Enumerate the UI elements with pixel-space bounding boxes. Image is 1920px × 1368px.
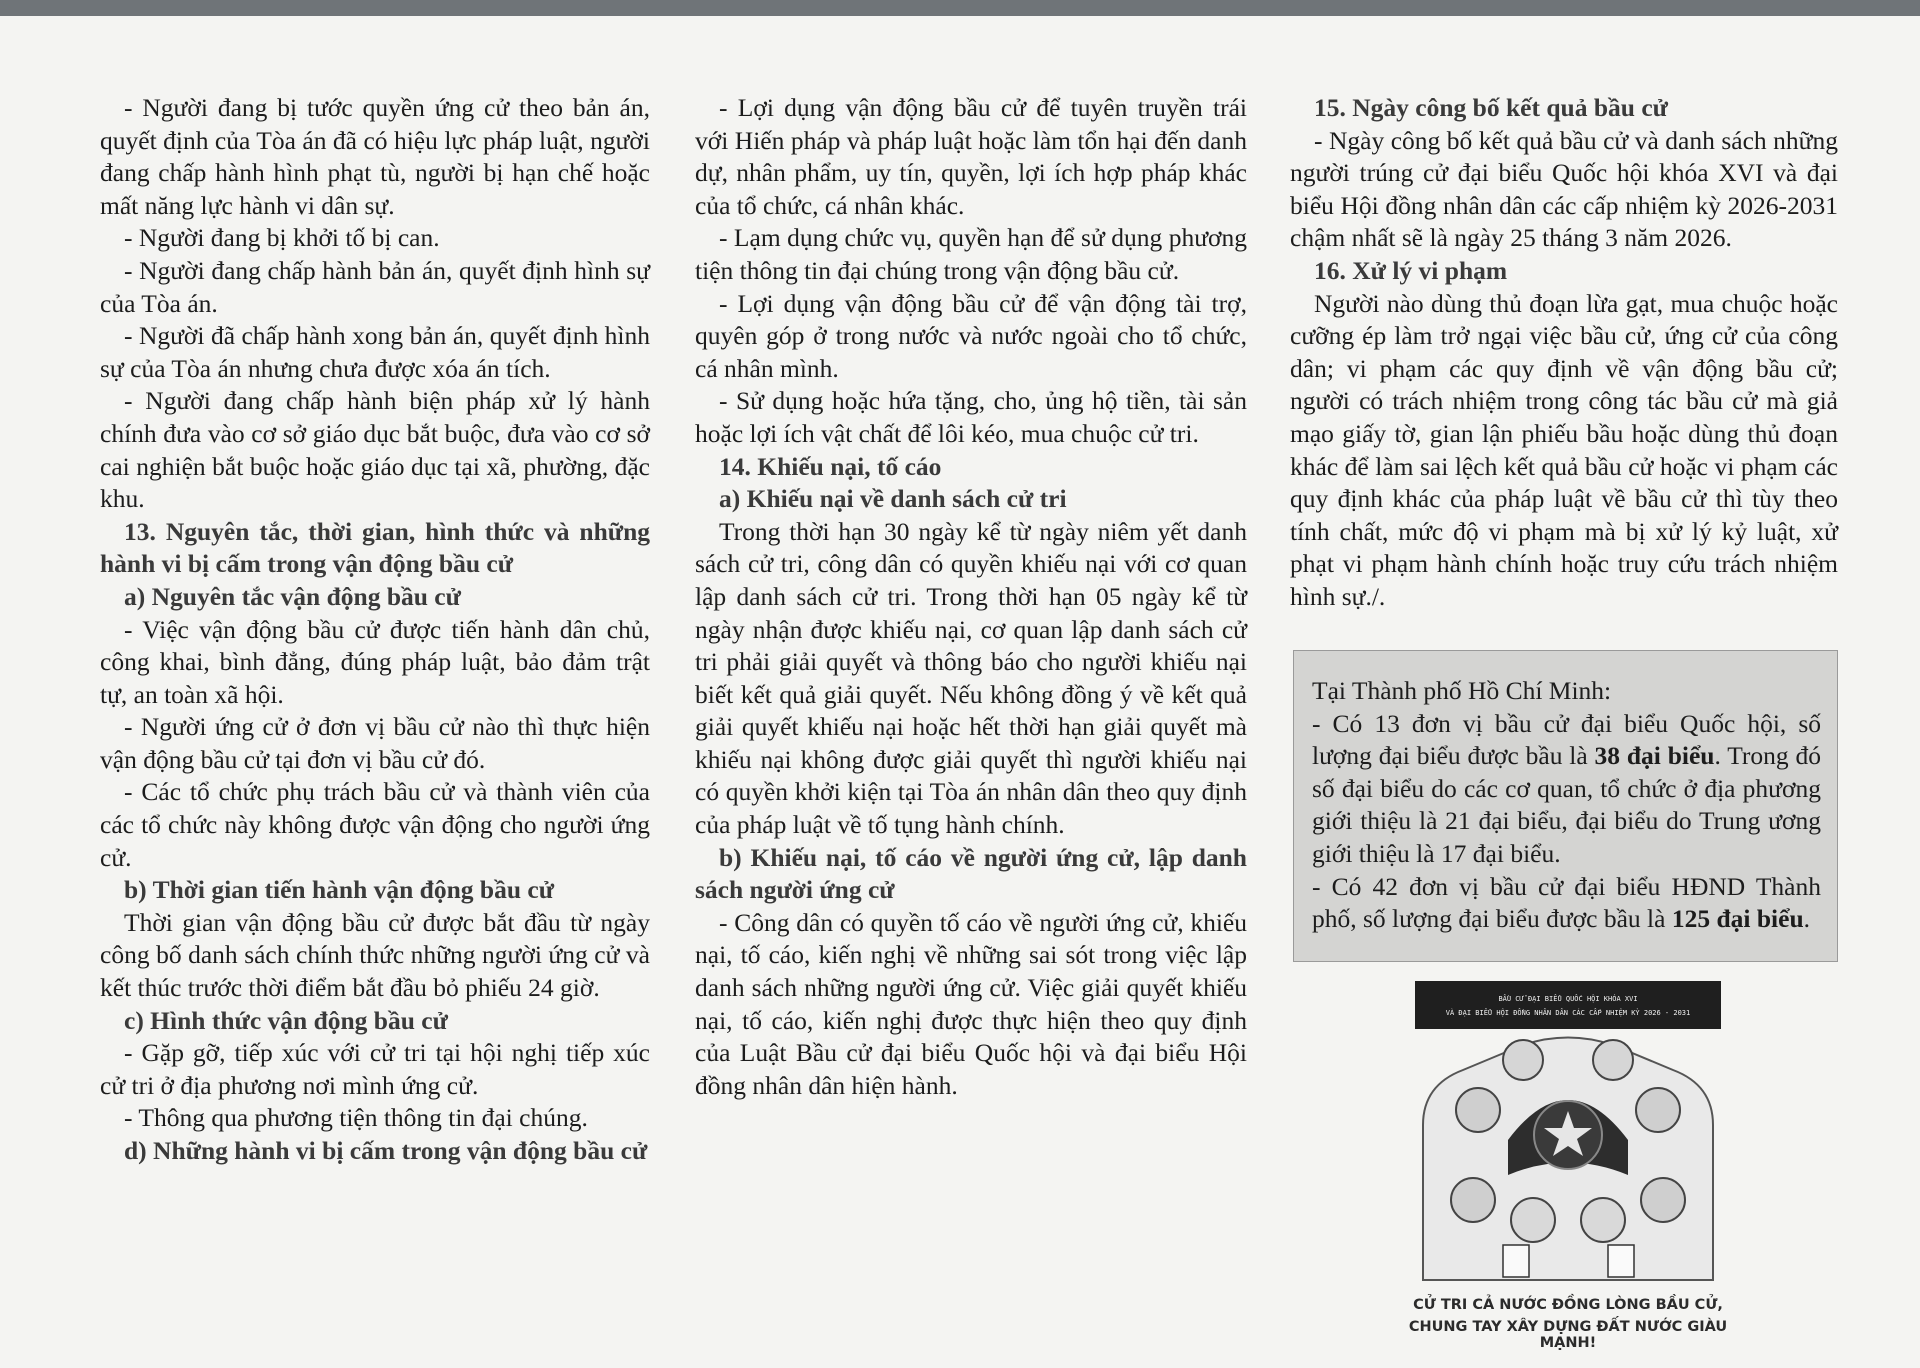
box-bold-count: 125 đại biểu [1671, 904, 1804, 934]
paragraph: - Lạm dụng chức vụ, quyền hạn để sử dụng phương tiện thông tin đại chúng trong vận động bầu cử. [695, 223, 1247, 285]
box-text: - Có 42 đơn vị bầu cử đại biểu HĐND Thành phố, số lượng đại biểu được bầu là [1312, 871, 1821, 934]
subheading-a: a) Khiếu nại về danh sách cử tri [719, 484, 1067, 514]
box-text: - Có 13 đơn vị bầu cử đại biểu Quốc hội, số lượng đại biểu được bầu là [1312, 708, 1821, 771]
subheading-b: b) Thời gian tiến hành vận động bầu cử [124, 875, 555, 905]
paragraph: - Công dân có quyền tố cáo về người ứng cử, khiếu nại, tố cáo, kiến nghị về những sai sót trong việc lập danh sách những người ứng cử. Việc giải quyết khiếu nại, tố cáo, kiến nghị được thực hiện theo quy định của Luật Bầu cử đại biểu Quốc hội và đại biểu Hội đồng nhân dân hiện hành. [695, 907, 1247, 1100]
section-heading-15: 15. Ngày công bố kết quả bầu cử [1314, 93, 1668, 122]
paragraph: - Sử dụng hoặc hứa tặng, cho, ủng hộ tiền, tài sản hoặc lợi ích vật chất để lôi kéo, mua chuộc cử tri. [695, 386, 1247, 448]
paragraph: - Người đã chấp hành xong bản án, quyết định hình sự của Tòa án nhưng chưa được xóa án tích. [100, 321, 650, 383]
paragraph: - Lợi dụng vận động bầu cử để tuyên truyền trái với Hiến pháp và pháp luật hoặc làm tổn hại đến danh dự, nhân phẩm, uy tín, quyền, lợi ích hợp pháp khác của tổ chức, cá nhân khác. [695, 93, 1247, 220]
ballot-card [1608, 1245, 1634, 1277]
subheading-c: c) Hình thức vận động bầu cử [124, 1005, 448, 1035]
person-figure [1503, 1040, 1543, 1080]
box-text: . Trong đó số đại biểu do các cơ quan, tổ chức ở địa phương giới thiệu là 21 đại biểu, đại biểu do Trung ương giới thiệu là 17 đại biểu. [1312, 741, 1821, 868]
person-figure [1593, 1040, 1633, 1080]
paragraph: - Lợi dụng vận động bầu cử để vận động tài trợ, quyên góp ở trong nước và nước ngoài cho tổ chức, cá nhân mình. [695, 288, 1247, 383]
section-heading-13: 13. Nguyên tắc, thời gian, hình thức và những hành vi bị cấm trong vận động bầu cử [100, 516, 650, 579]
paragraph: - Việc vận động bầu cử được tiến hành dân chủ, công khai, bình đẳng, đúng pháp luật, bảo đảm trật tự, an toàn xã hội. [100, 614, 650, 709]
box-title: Tại Thành phố Hồ Chí Minh: [1312, 676, 1612, 705]
person-figure [1456, 1088, 1500, 1132]
poster-header-band [1415, 981, 1721, 1029]
subheading-a: a) Nguyên tắc vận động bầu cử [124, 581, 461, 611]
box-line-council [1312, 871, 1821, 936]
poster-slogan: CỬ TRI CẢ NƯỚC ĐỒNG LÒNG BẦU CỬ, [1413, 1297, 1723, 1313]
box-text: . [1803, 904, 1811, 934]
column-2 [695, 92, 1247, 1102]
box-bold-count: 38 đại biểu [1594, 741, 1715, 771]
subheading-b: b) Khiếu nại, tố cáo về người ứng cử, lập danh sách người ứng cử [695, 842, 1247, 905]
paragraph: - Người đang bị tước quyền ứng cử theo bản án, quyết định của Tòa án đã có hiệu lực pháp luật, người đang chấp hành hình phạt tù, người bị hạn chế hoặc mất năng lực hành vi dân sự. [100, 93, 650, 220]
paragraph: Trong thời hạn 30 ngày kể từ ngày niêm yết danh sách cử tri, công dân có quyền khiếu nại với cơ quan lập danh sách cử tri. Trong thời hạn 05 ngày kể từ ngày nhận được khiếu nại, cơ quan lập danh sách cử tri phải giải quyết và thông báo cho người khiếu nại biết kết quả giải quyết. Nếu không đồng ý về kết quả giải quyết khiếu nại hoặc hết thời hạn giải quyết mà khiếu nại không được giải quyết thì người khiếu nại có quyền khởi kiện tại Tòa án nhân dân theo quy định của pháp luật về tố tụng hành chính. [695, 516, 1247, 840]
paragraph: - Gặp gỡ, tiếp xúc với cử tri tại hội nghị tiếp xúc cử tri ở địa phương nơi mình ứng cử. [100, 1038, 650, 1100]
election-poster [1403, 975, 1733, 1351]
poster-header-line: BẦU CỬ ĐẠI BIỂU QUỐC HỘI KHÓA XVI [1498, 995, 1638, 1003]
poster-illustration [1403, 975, 1733, 1295]
poster-header-line: VÀ ĐẠI BIỂU HỘI ĐỒNG NHÂN DÂN CÁC CẤP NHIỆM KỲ 2026 - 2031 [1445, 1009, 1691, 1017]
scan-top-edge [0, 0, 1920, 16]
section-heading-16: 16. Xử lý vi phạm [1314, 255, 1508, 285]
paragraph: - Ngày công bố kết quả bầu cử và danh sách những người trúng cử đại biểu Quốc hội khóa XVI và đại biểu Hội đồng nhân dân các cấp nhiệm kỳ 2026-2031 chậm nhất sẽ là ngày 25 tháng 3 năm 2026. [1290, 125, 1838, 253]
person-figure [1636, 1088, 1680, 1132]
paragraph: - Các tổ chức phụ trách bầu cử và thành viên của các tổ chức này không được vận động cho người ứng cử. [100, 777, 650, 872]
ballot-card [1503, 1245, 1529, 1277]
paragraph: - Người đang chấp hành biện pháp xử lý hành chính đưa vào cơ sở giáo dục bắt buộc, đưa vào cơ sở cai nghiện bắt buộc hoặc giáo dục tại xã, phường, đặc khu. [100, 386, 650, 514]
person-figure [1581, 1198, 1625, 1242]
hcmc-info-box [1293, 650, 1838, 962]
person-figure [1641, 1178, 1685, 1222]
paragraph: Thời gian vận động bầu cử được bắt đầu từ ngày công bố danh sách chính thức những người ứng cử và kết thúc trước thời điểm bắt đầu bỏ phiếu 24 giờ. [100, 907, 650, 1003]
column-3 [1290, 92, 1838, 614]
paragraph: Người nào dùng thủ đoạn lừa gạt, mua chuộc hoặc cưỡng ép làm trở ngại việc bầu cử, ứng cử của công dân; vi phạm các quy định về vận động bầu cử; người có trách nhiệm trong công tác bầu cử mà giả mạo giấy tờ, gian lận phiếu bầu hoặc dùng thủ đoạn khác để làm sai lệch kết quả bầu cử hoặc vi phạm các quy định khác của pháp luật về bầu cử thì tùy theo tính chất, mức độ vi phạm mà bị xử lý kỷ luật, xử phạt vi phạm hành chính hoặc truy cứu trách nhiệm hình sự./. [1290, 288, 1838, 611]
column-1 [100, 92, 650, 1168]
person-figure [1511, 1198, 1555, 1242]
paragraph: - Người đang bị khởi tố bị can. [124, 223, 440, 253]
paragraph: - Người đang chấp hành bản án, quyết định hình sự của Tòa án. [100, 255, 650, 318]
paragraph: - Người ứng cử ở đơn vị bầu cử nào thì thực hiện vận động bầu cử tại đơn vị bầu cử đó. [100, 712, 650, 774]
section-heading-14: 14. Khiếu nại, tố cáo [719, 451, 942, 481]
subheading-d: d) Những hành vi bị cấm trong vận động bầu cử [124, 1136, 648, 1165]
box-line-national-assembly [1312, 708, 1821, 871]
person-figure [1451, 1178, 1495, 1222]
paragraph: - Thông qua phương tiện thông tin đại chúng. [124, 1103, 588, 1133]
poster-slogan: CHUNG TAY XÂY DỰNG ĐẤT NƯỚC GIÀU MẠNH! [1408, 1319, 1728, 1351]
